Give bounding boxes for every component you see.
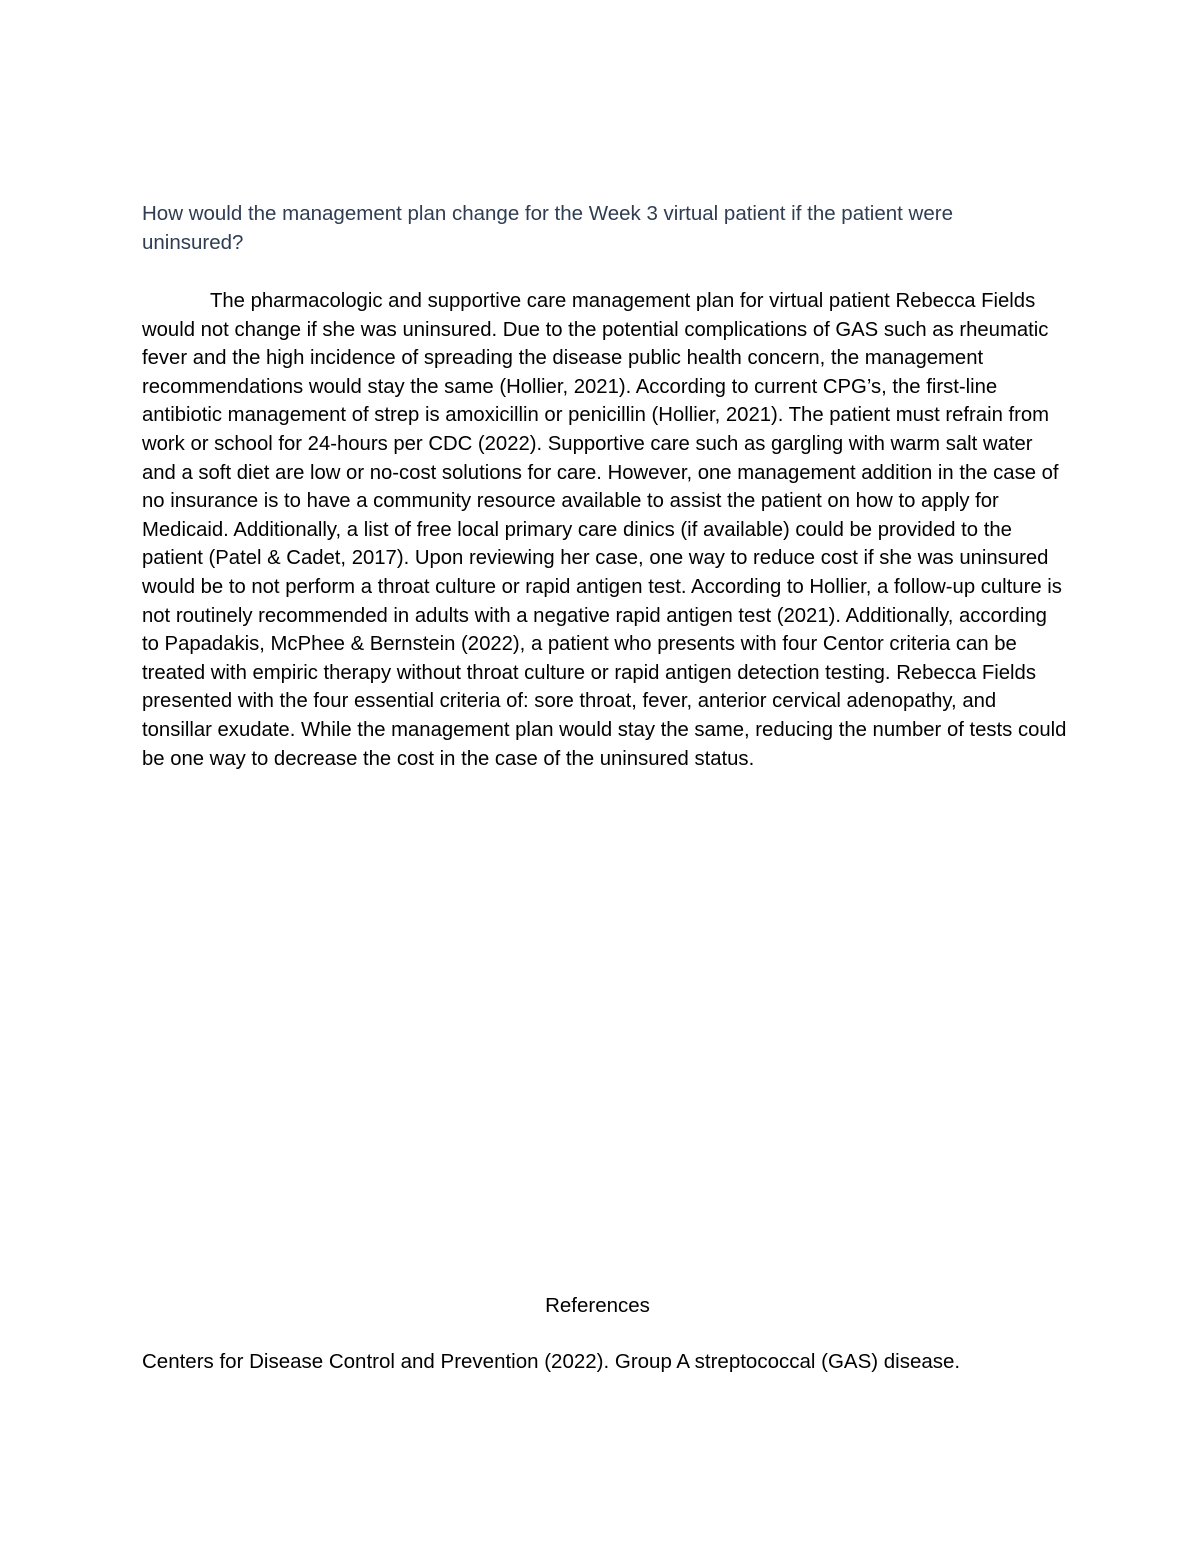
- question-heading: How would the management plan change for the Week 3 virtual patient if the patient were uninsured?: [142, 202, 953, 254]
- references-heading: References: [545, 1294, 650, 1317]
- body-paragraph: The pharmacologic and supportive care management plan for virtual patient Rebecca Fields would not change if she was uninsured. Due to the potential complications of GAS such as rheumatic fever and the high incidence of spreading the disease public health concern, the management recommendations would stay the same (Hollier, 2021). According to current CPG’s, the first-line antibiotic management of strep is amoxicillin or penicillin (Hollier, 2021). The patient must refrain from work or school for 24-hours per CDC (2022). Supportive care such as gargling with warm salt water and a soft diet are low or no-cost solutions for care. However, one management addition in the case of no insurance is to have a community resource available to assist the patient on how to apply for Medicaid. Additionally, a list of free local primary care dinics (if available) could be provided to the patient (Patel & Cadet, 2017). Upon reviewing her case, one way to reduce cost if she was uninsured would be to not perform a throat culture or rapid antigen test. According to Hollier, a follow-up culture is not routinely recommended in adults with a negative rapid antigen test (2021). Additionally, according to Papadakis, McPhee & Bernstein (2022), a patient who presents with four Centor criteria can be treated with empiric therapy without throat culture or rapid antigen detection testing. Rebecca Fields presented with the four essential criteria of: sore throat, fever, anterior cervical adenopathy, and tonsillar exudate. While the management plan would stay the same, reducing the number of tests could be one way to decrease the cost in the case of the uninsured status.: [142, 290, 1067, 770]
- reference-entry: Centers for Disease Control and Prevention (2022). Group A streptococcal (GAS) disease.: [142, 1350, 961, 1373]
